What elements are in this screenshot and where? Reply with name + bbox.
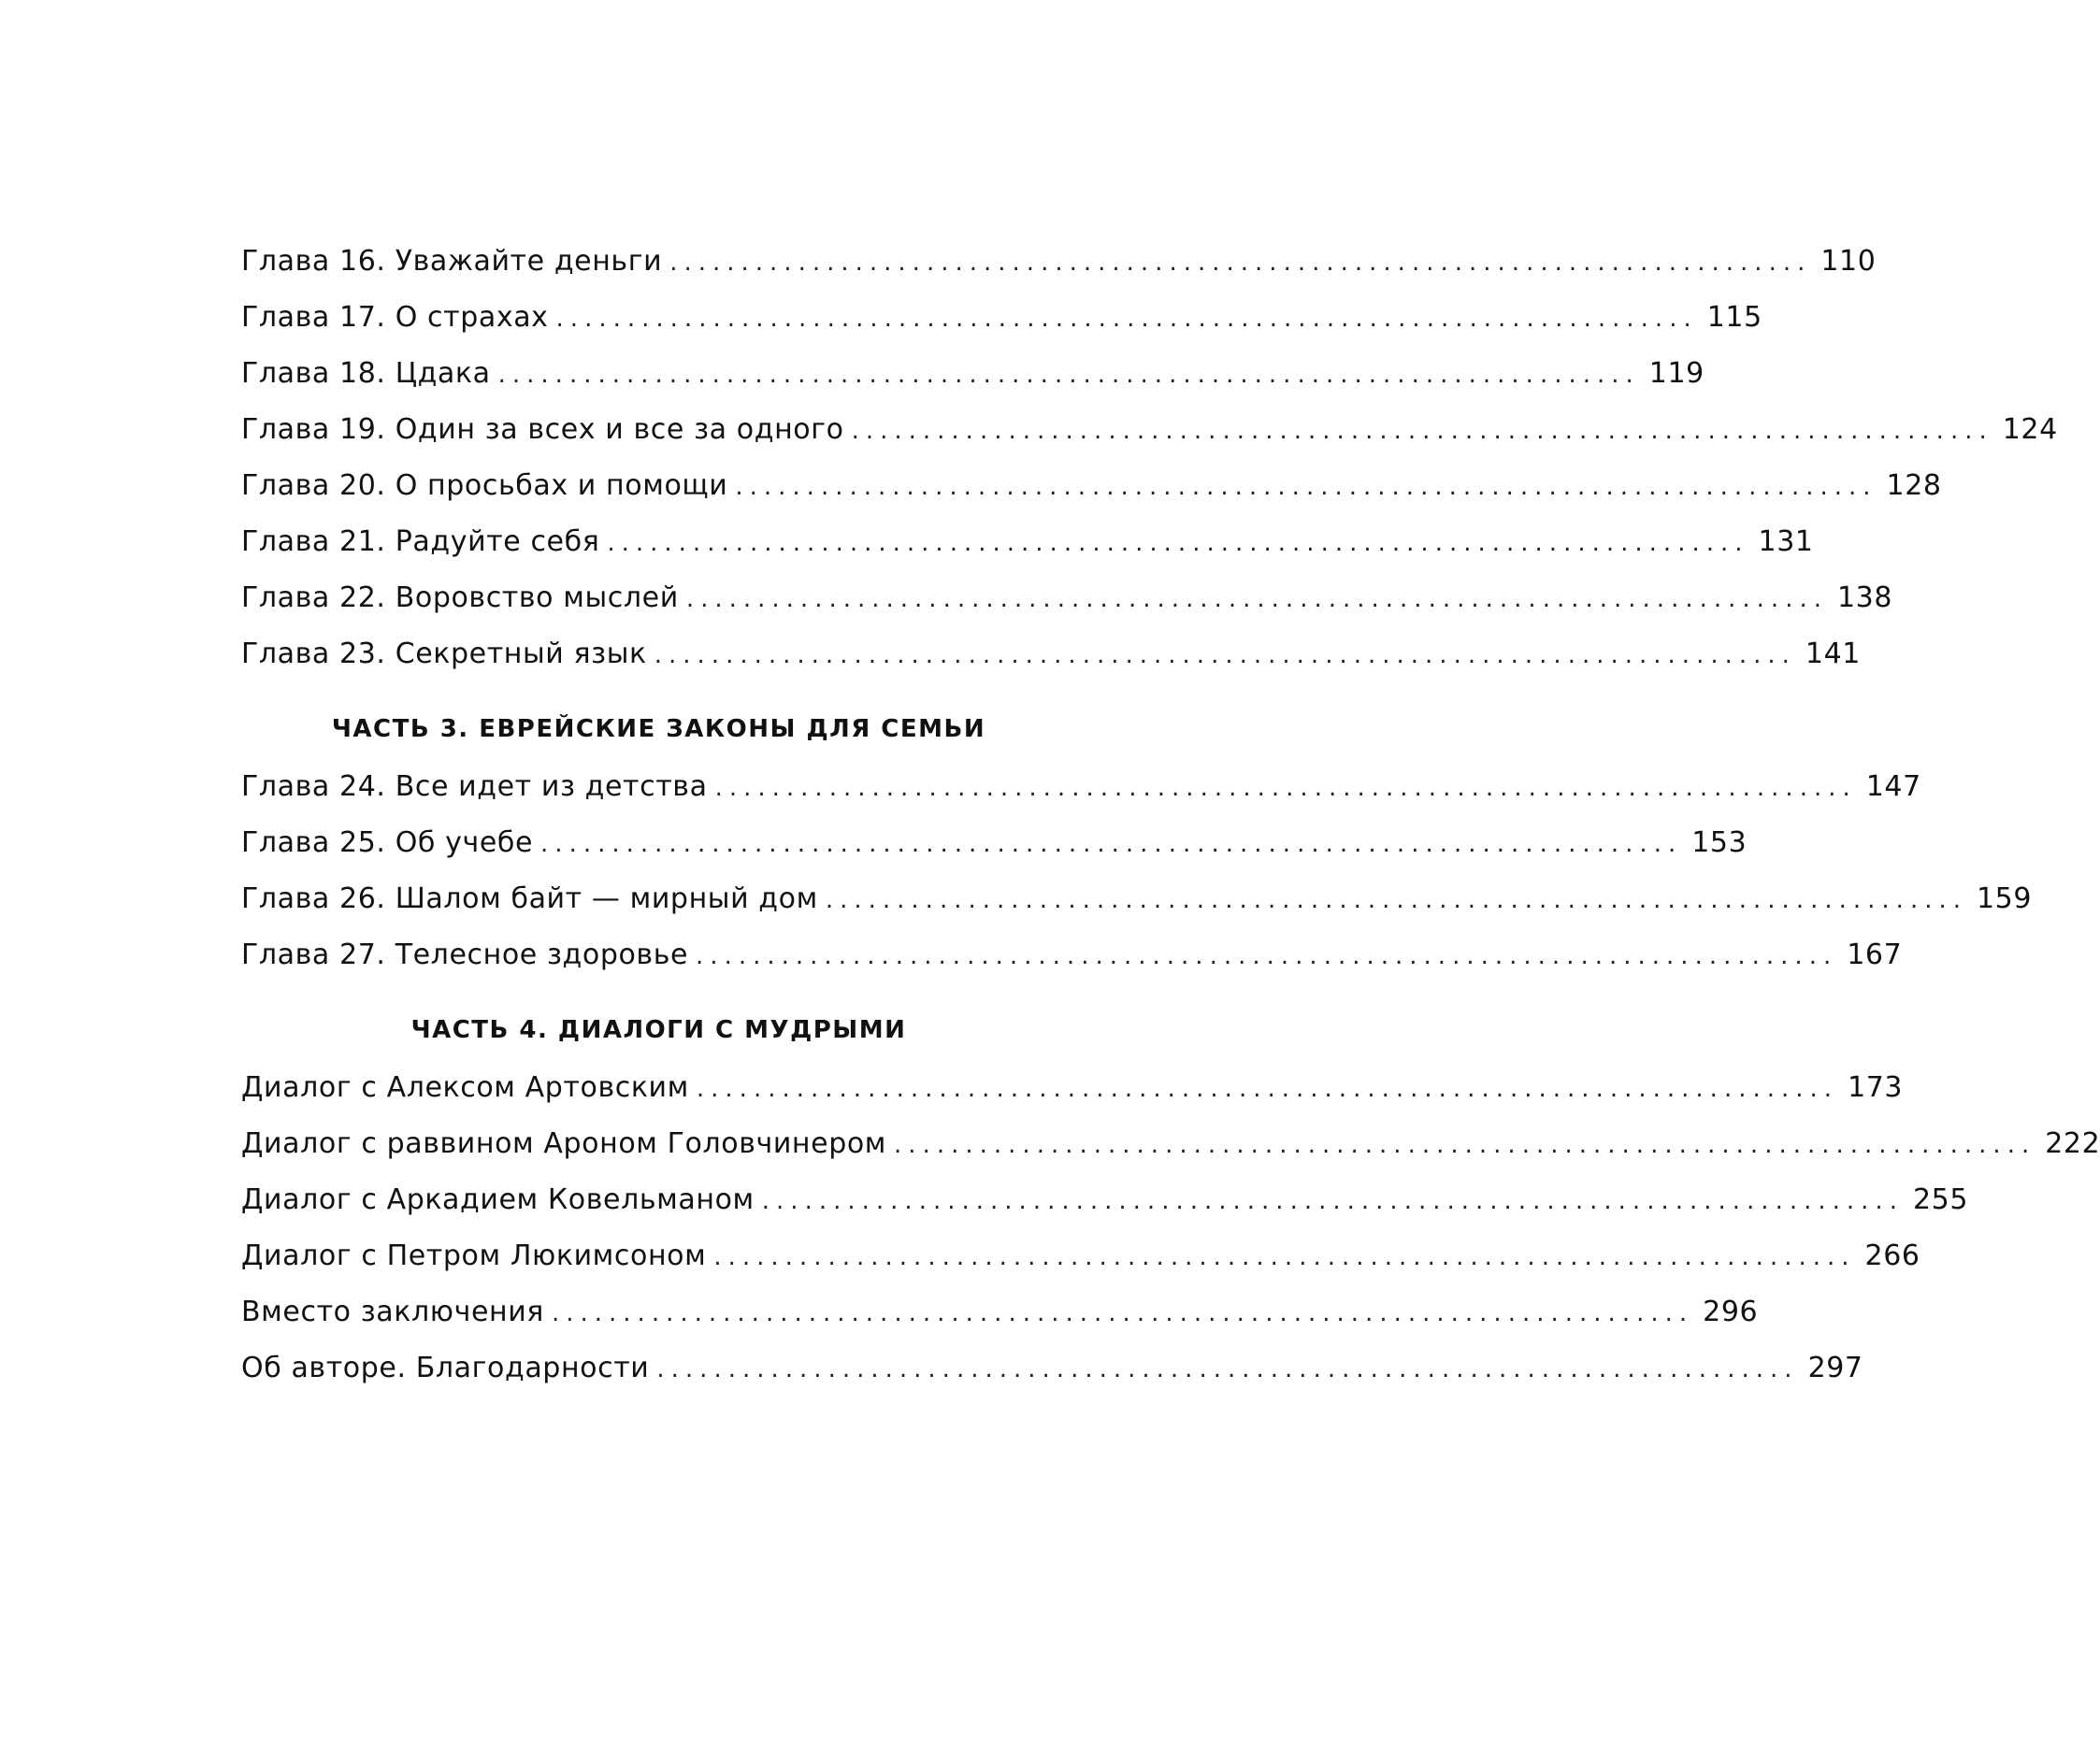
toc-entry-title: Глава 24. Все идет из детства (241, 770, 708, 803)
part-heading: ЧАСТЬ 4. ДИАЛОГИ С МУДРЫМИ (410, 1016, 907, 1044)
toc-entry[interactable] (241, 1180, 1969, 1236)
toc-entry-page: 296 (1703, 1296, 1759, 1328)
toc-entry-page: 222 (2045, 1127, 2100, 1160)
dot-leader: ................................................................................ (761, 1187, 1904, 1215)
toc-entry-page: 141 (1805, 638, 1861, 670)
dot-leader: ................................................................................ (696, 1075, 1839, 1103)
toc-entry[interactable] (241, 1067, 1904, 1124)
toc-entry-title: Диалог с Петром Люкимсоном (241, 1239, 707, 1272)
table-of-contents (241, 241, 2100, 1404)
toc-entry[interactable] (241, 1348, 1863, 1404)
toc-entry-page: 128 (1886, 469, 1942, 502)
toc-entry[interactable] (241, 823, 1748, 879)
toc-entry-page: 119 (1648, 357, 1704, 390)
toc-section-part-2-continued (241, 241, 2058, 690)
toc-entry[interactable] (241, 879, 2033, 935)
dot-leader: ................................................................................ (551, 1299, 1694, 1327)
toc-entry[interactable] (241, 1292, 1759, 1348)
dot-leader: ................................................................................ (555, 305, 1698, 333)
toc-entry-page: 124 (2002, 413, 2058, 446)
toc-entry-title: Глава 26. Шалом байт — мирный дом (241, 882, 818, 915)
toc-entry-page: 153 (1691, 826, 1748, 859)
toc-entry[interactable] (241, 767, 1921, 823)
toc-entry[interactable] (241, 1236, 1920, 1292)
toc-entry[interactable] (241, 409, 2058, 466)
toc-section-part-4 (241, 1067, 2100, 1404)
toc-entry-title: Глава 27. Телесное здоровье (241, 938, 689, 971)
dot-leader: ................................................................................ (669, 249, 1812, 277)
toc-entry-title: Об авторе. Благодарности (241, 1352, 650, 1384)
dot-leader: ................................................................................ (713, 1243, 1856, 1271)
toc-entry[interactable] (241, 935, 1903, 991)
toc-entry-page: 131 (1758, 525, 1814, 558)
toc-entry[interactable] (241, 1124, 2100, 1180)
toc-section-part-3 (241, 767, 2033, 991)
dot-leader: ................................................................................ (696, 942, 1838, 970)
toc-entry-page: 167 (1847, 938, 1903, 971)
toc-entry-title: Диалог с раввином Ароном Головчинером (241, 1127, 887, 1160)
toc-entry-page: 255 (1912, 1183, 1969, 1216)
toc-entry-title: Глава 16. Уважайте деньги (241, 245, 663, 278)
toc-entry-page: 159 (1977, 882, 2033, 915)
dot-leader: ................................................................................ (714, 774, 1857, 802)
toc-entry-page: 115 (1706, 301, 1762, 334)
toc-entry-page: 297 (1807, 1352, 1863, 1384)
toc-entry-title: Глава 22. Воровство мыслей (241, 581, 679, 614)
dot-leader: ................................................................................ (607, 529, 1749, 557)
toc-entry-page: 138 (1836, 581, 1893, 614)
toc-entry-page: 110 (1820, 245, 1877, 278)
dot-leader: ................................................................................ (735, 473, 1877, 501)
toc-entry-title: Диалог с Алексом Артовским (241, 1071, 689, 1104)
dot-leader: ................................................................................ (825, 886, 1967, 914)
dot-leader: ................................................................................ (654, 641, 1796, 669)
toc-entry-page: 266 (1864, 1239, 1920, 1272)
toc-entry-title: Вместо заключения (241, 1296, 544, 1328)
dot-leader: ................................................................................ (656, 1355, 1799, 1383)
toc-entry-title: Глава 17. О страхах (241, 301, 549, 334)
toc-entry-title: Глава 19. Один за всех и все за одного (241, 413, 844, 446)
toc-entry-page: 173 (1848, 1071, 1904, 1104)
toc-entry-page: 147 (1865, 770, 1921, 803)
toc-entry-title: Глава 25. Об учебе (241, 826, 534, 859)
toc-entry-title: Глава 18. Цдака (241, 357, 491, 390)
toc-entry[interactable] (241, 241, 1877, 297)
toc-entry[interactable] (241, 634, 1861, 690)
dot-leader: ................................................................................ (497, 361, 1640, 389)
toc-entry[interactable] (241, 353, 1704, 409)
dot-leader: ................................................................................ (894, 1131, 2036, 1159)
toc-entry[interactable] (241, 522, 1814, 578)
toc-entry-title: Глава 20. О просьбах и помощи (241, 469, 728, 502)
dot-leader: ................................................................................ (851, 417, 1993, 445)
toc-entry[interactable] (241, 578, 1893, 634)
toc-entry-title: Глава 23. Секретный язык (241, 638, 647, 670)
toc-entry-title: Глава 21. Радуйте себя (241, 525, 600, 558)
part-heading: ЧАСТЬ 3. ЕВРЕЙСКИЕ ЗАКОНЫ ДЛЯ СЕМЬИ (331, 715, 986, 743)
dot-leader: ................................................................................ (540, 830, 1683, 858)
toc-entry-title: Диалог с Аркадием Ковельманом (241, 1183, 755, 1216)
toc-entry[interactable] (241, 466, 1942, 522)
dot-leader: ................................................................................ (685, 585, 1828, 613)
toc-entry[interactable] (241, 297, 1762, 353)
